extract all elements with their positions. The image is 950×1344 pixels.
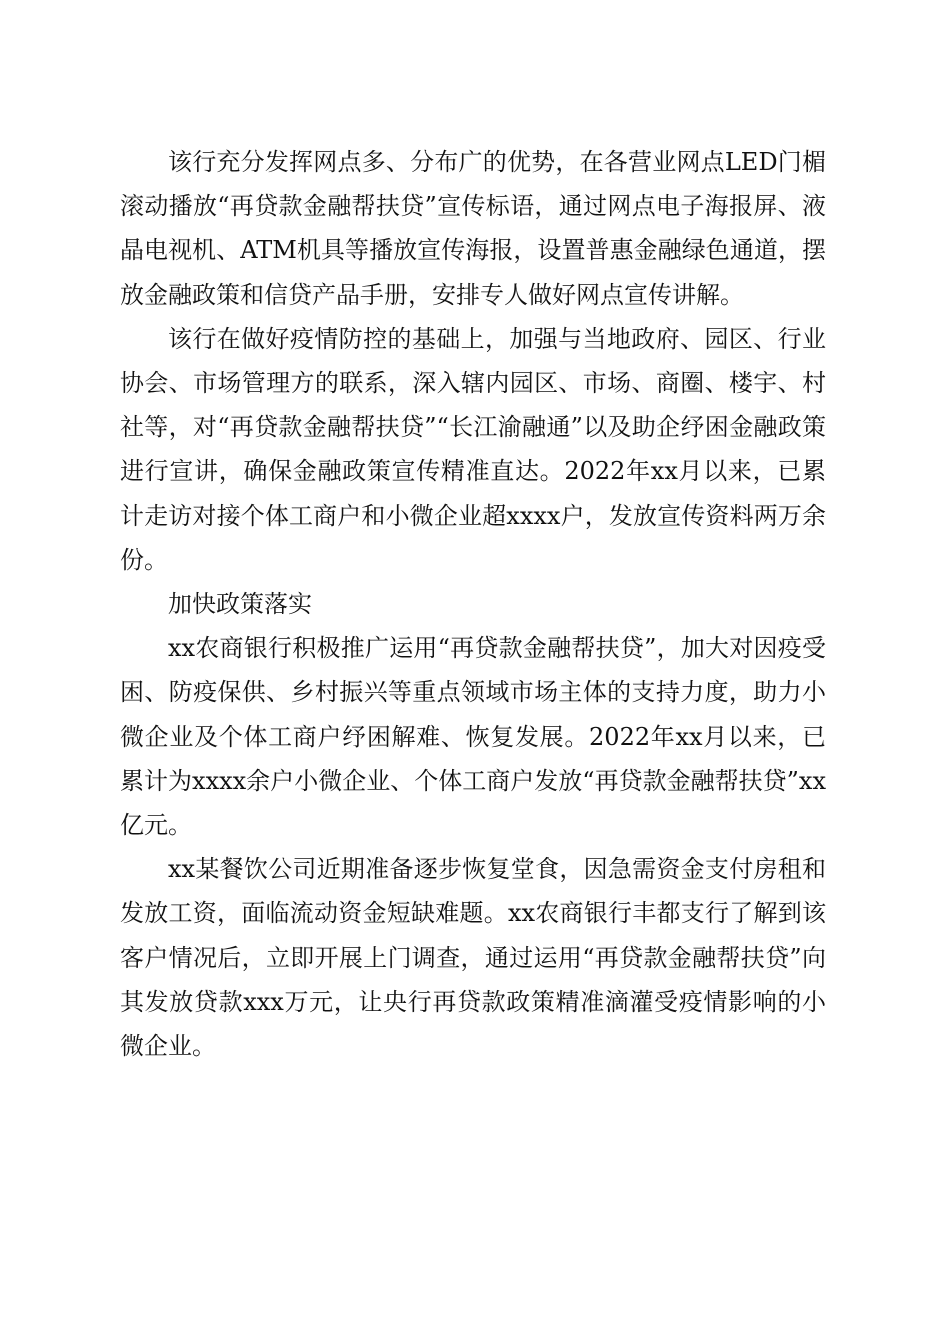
document-body [120, 140, 826, 1068]
paragraph-promotion-visits: 该行在做好疫情防控的基础上，加强与当地政府、园区、行业协会、市场管理方的联系，深入辖内园区、市场、商圈、楼宇、村社等，对“再贷款金融帮扶贷”“长江渝融通”以及助企纾困金融政策进行宣讲，确保金融政策宣传精准直达。2022年xx月以来，已累计走访对接个体工商户和小微企业超xxxx户，发放宣传资料两万余份。 [120, 324, 826, 574]
paragraph-promotion-outlets: 该行充分发挥网点多、分布广的优势，在各营业网点LED门楣滚动播放“再贷款金融帮扶贷”宣传标语，通过网点电子海报屏、液晶电视机、ATM机具等播放宣传海报，设置普惠金融绿色通道，摆放金融政策和信贷产品手册，安排专人做好网点宣传讲解。 [120, 148, 826, 309]
paragraph-case-restaurant: xx某餐饮公司近期准备逐步恢复堂食，因急需资金支付房租和发放工资，面临流动资金短缺难题。xx农商银行丰都支行了解到该客户情况后，立即开展上门调查，通过运用“再贷款金融帮扶贷”向其发放贷款xxx万元，让央行再贷款政策精准滴灌受疫情影响的小微企业。 [120, 855, 826, 1061]
section-heading-policy: 加快政策落实 [168, 590, 312, 619]
paragraph-policy-implementation: xx农商银行积极推广运用“再贷款金融帮扶贷”，加大对因疫受困、防疫保供、乡村振兴等重点领域市场主体的支持力度，助力小微企业及个体工商户纾困解难、恢复发展。2022年xx月以来，已累计为xxxx余户小微企业、个体工商户发放“再贷款金融帮扶贷”xx亿元。 [120, 634, 826, 840]
